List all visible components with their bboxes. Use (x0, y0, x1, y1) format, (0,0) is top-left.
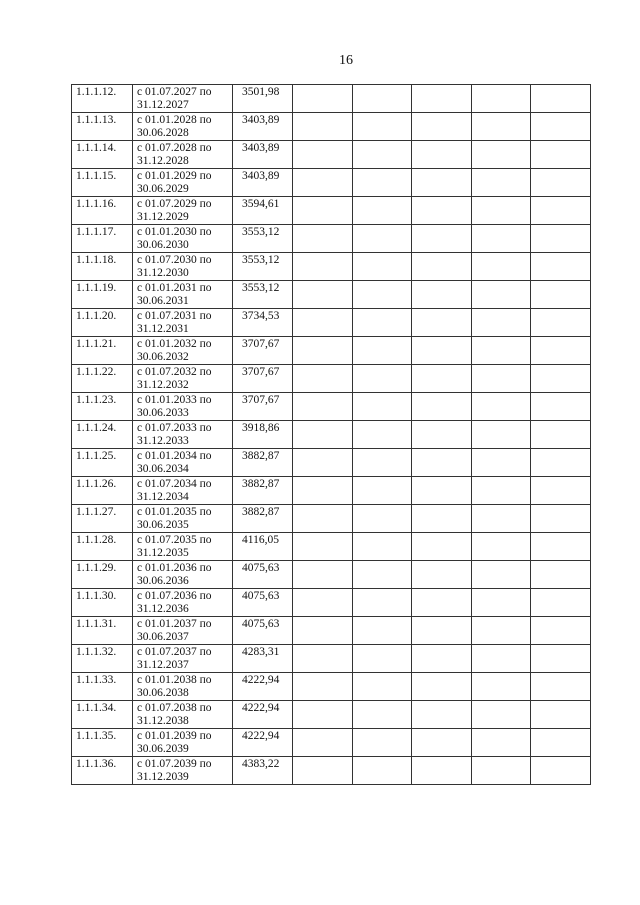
item-number-cell: 1.1.1.16. (72, 197, 133, 225)
period-from: с 01.07.2031 по (137, 310, 212, 322)
item-number-cell: 1.1.1.36. (72, 757, 133, 785)
empty-cell (531, 281, 591, 309)
value-cell: 4116,05 (233, 533, 293, 561)
empty-cell (293, 85, 353, 113)
item-number-cell: 1.1.1.23. (72, 393, 133, 421)
value-cell: 3553,12 (233, 281, 293, 309)
item-number-cell: 1.1.1.14. (72, 141, 133, 169)
empty-cell (293, 337, 353, 365)
period-cell (133, 757, 233, 785)
item-number-cell: 1.1.1.17. (72, 225, 133, 253)
empty-cell (352, 533, 412, 561)
empty-cell (293, 477, 353, 505)
empty-cell (471, 197, 531, 225)
period-from: с 01.01.2039 по (137, 730, 212, 742)
empty-cell (352, 253, 412, 281)
table-row (72, 421, 591, 449)
empty-cell (412, 85, 472, 113)
empty-cell (352, 169, 412, 197)
empty-cell (412, 309, 472, 337)
value-cell: 4222,94 (233, 729, 293, 757)
empty-cell (412, 561, 472, 589)
empty-cell (412, 169, 472, 197)
empty-cell (352, 141, 412, 169)
period-cell (133, 309, 233, 337)
value-cell: 3594,61 (233, 197, 293, 225)
item-number-cell: 1.1.1.22. (72, 365, 133, 393)
tariff-table (71, 84, 591, 785)
table-row (72, 757, 591, 785)
table-row (72, 617, 591, 645)
empty-cell (293, 421, 353, 449)
empty-cell (531, 85, 591, 113)
period-to: 30.06.2031 (137, 295, 189, 307)
empty-cell (471, 365, 531, 393)
period-cell (133, 533, 233, 561)
period-to: 30.06.2033 (137, 407, 189, 419)
period-cell (133, 281, 233, 309)
item-number-cell: 1.1.1.32. (72, 645, 133, 673)
empty-cell (352, 701, 412, 729)
empty-cell (412, 197, 472, 225)
empty-cell (471, 225, 531, 253)
empty-cell (531, 533, 591, 561)
table-row (72, 225, 591, 253)
period-cell (133, 589, 233, 617)
value-cell: 3882,87 (233, 477, 293, 505)
empty-cell (352, 729, 412, 757)
empty-cell (352, 85, 412, 113)
empty-cell (412, 253, 472, 281)
value-cell: 3882,87 (233, 449, 293, 477)
empty-cell (293, 729, 353, 757)
item-number-cell: 1.1.1.29. (72, 561, 133, 589)
empty-cell (531, 197, 591, 225)
period-to: 30.06.2037 (137, 631, 189, 643)
period-to: 30.06.2032 (137, 351, 189, 363)
period-from: с 01.07.2029 по (137, 198, 212, 210)
empty-cell (293, 253, 353, 281)
period-from: с 01.01.2030 по (137, 226, 212, 238)
item-number-cell: 1.1.1.33. (72, 673, 133, 701)
empty-cell (412, 589, 472, 617)
empty-cell (412, 113, 472, 141)
empty-cell (471, 309, 531, 337)
page-number: 16 (339, 53, 353, 68)
item-number-cell: 1.1.1.24. (72, 421, 133, 449)
tariff-table-body (72, 85, 591, 785)
empty-cell (531, 225, 591, 253)
empty-cell (412, 225, 472, 253)
period-to: 30.06.2038 (137, 687, 189, 699)
item-number-cell: 1.1.1.34. (72, 701, 133, 729)
empty-cell (412, 701, 472, 729)
empty-cell (531, 169, 591, 197)
empty-cell (471, 449, 531, 477)
empty-cell (471, 561, 531, 589)
empty-cell (293, 141, 353, 169)
empty-cell (293, 225, 353, 253)
period-cell (133, 701, 233, 729)
period-to: 30.06.2030 (137, 239, 189, 251)
empty-cell (293, 393, 353, 421)
item-number-cell: 1.1.1.26. (72, 477, 133, 505)
empty-cell (531, 449, 591, 477)
empty-cell (352, 225, 412, 253)
value-cell: 3707,67 (233, 365, 293, 393)
empty-cell (471, 533, 531, 561)
period-cell (133, 113, 233, 141)
empty-cell (352, 393, 412, 421)
empty-cell (531, 617, 591, 645)
value-cell: 3403,89 (233, 113, 293, 141)
empty-cell (352, 449, 412, 477)
item-number-cell: 1.1.1.25. (72, 449, 133, 477)
table-row (72, 113, 591, 141)
empty-cell (412, 365, 472, 393)
period-from: с 01.07.2034 по (137, 478, 212, 490)
table-row (72, 477, 591, 505)
table-row (72, 281, 591, 309)
item-number-cell: 1.1.1.30. (72, 589, 133, 617)
period-to: 31.12.2036 (137, 603, 189, 615)
empty-cell (293, 533, 353, 561)
period-cell (133, 253, 233, 281)
table-row (72, 365, 591, 393)
period-from: с 01.07.2039 по (137, 758, 212, 770)
period-to: 30.06.2034 (137, 463, 189, 475)
period-from: с 01.07.2027 по (137, 86, 212, 98)
period-to: 30.06.2029 (137, 183, 189, 195)
table-row (72, 533, 591, 561)
empty-cell (352, 281, 412, 309)
empty-cell (352, 309, 412, 337)
period-to: 31.12.2032 (137, 379, 189, 391)
empty-cell (531, 365, 591, 393)
period-cell (133, 505, 233, 533)
empty-cell (352, 365, 412, 393)
table-row (72, 673, 591, 701)
empty-cell (293, 673, 353, 701)
empty-cell (471, 505, 531, 533)
empty-cell (531, 645, 591, 673)
empty-cell (293, 113, 353, 141)
period-cell (133, 337, 233, 365)
empty-cell (293, 645, 353, 673)
empty-cell (412, 449, 472, 477)
empty-cell (412, 729, 472, 757)
empty-cell (412, 645, 472, 673)
item-number-cell: 1.1.1.20. (72, 309, 133, 337)
empty-cell (412, 673, 472, 701)
period-to: 30.06.2039 (137, 743, 189, 755)
period-cell (133, 673, 233, 701)
period-from: с 01.07.2032 по (137, 366, 212, 378)
empty-cell (352, 113, 412, 141)
period-from: с 01.07.2030 по (137, 254, 212, 266)
empty-cell (471, 169, 531, 197)
table-row (72, 393, 591, 421)
table-row (72, 141, 591, 169)
table-row (72, 169, 591, 197)
empty-cell (352, 561, 412, 589)
period-from: с 01.01.2038 по (137, 674, 212, 686)
table-row (72, 561, 591, 589)
value-cell: 4075,63 (233, 617, 293, 645)
empty-cell (471, 253, 531, 281)
value-cell: 4383,22 (233, 757, 293, 785)
empty-cell (531, 701, 591, 729)
empty-cell (293, 701, 353, 729)
empty-cell (471, 281, 531, 309)
empty-cell (352, 645, 412, 673)
empty-cell (352, 337, 412, 365)
empty-cell (531, 729, 591, 757)
empty-cell (352, 421, 412, 449)
period-to: 31.12.2038 (137, 715, 189, 727)
empty-cell (531, 421, 591, 449)
value-cell: 4075,63 (233, 589, 293, 617)
empty-cell (531, 393, 591, 421)
empty-cell (412, 337, 472, 365)
empty-cell (471, 421, 531, 449)
empty-cell (412, 393, 472, 421)
empty-cell (531, 673, 591, 701)
period-cell (133, 617, 233, 645)
value-cell: 3707,67 (233, 337, 293, 365)
empty-cell (471, 701, 531, 729)
empty-cell (471, 477, 531, 505)
period-to: 31.12.2033 (137, 435, 189, 447)
value-cell: 3553,12 (233, 253, 293, 281)
period-to: 31.12.2031 (137, 323, 189, 335)
empty-cell (293, 561, 353, 589)
value-cell: 4075,63 (233, 561, 293, 589)
period-cell (133, 197, 233, 225)
empty-cell (352, 757, 412, 785)
empty-cell (352, 673, 412, 701)
empty-cell (471, 85, 531, 113)
period-cell (133, 421, 233, 449)
period-cell (133, 729, 233, 757)
empty-cell (531, 141, 591, 169)
period-from: с 01.07.2035 по (137, 534, 212, 546)
empty-cell (293, 281, 353, 309)
empty-cell (293, 449, 353, 477)
period-from: с 01.01.2032 по (137, 338, 212, 350)
period-cell (133, 141, 233, 169)
empty-cell (352, 617, 412, 645)
period-cell (133, 85, 233, 113)
period-from: с 01.01.2036 по (137, 562, 212, 574)
empty-cell (471, 729, 531, 757)
period-from: с 01.07.2033 по (137, 422, 212, 434)
value-cell: 4283,31 (233, 645, 293, 673)
item-number-cell: 1.1.1.19. (72, 281, 133, 309)
empty-cell (293, 197, 353, 225)
empty-cell (412, 281, 472, 309)
period-from: с 01.01.2031 по (137, 282, 212, 294)
period-from: с 01.01.2029 по (137, 170, 212, 182)
period-to: 31.12.2035 (137, 547, 189, 559)
period-cell (133, 449, 233, 477)
period-cell (133, 645, 233, 673)
empty-cell (352, 477, 412, 505)
period-cell (133, 225, 233, 253)
value-cell: 3553,12 (233, 225, 293, 253)
empty-cell (412, 505, 472, 533)
empty-cell (412, 617, 472, 645)
period-from: с 01.07.2037 по (137, 646, 212, 658)
empty-cell (293, 169, 353, 197)
period-to: 31.12.2030 (137, 267, 189, 279)
empty-cell (471, 757, 531, 785)
empty-cell (412, 477, 472, 505)
table-row (72, 645, 591, 673)
period-to: 30.06.2035 (137, 519, 189, 531)
item-number-cell: 1.1.1.18. (72, 253, 133, 281)
empty-cell (412, 533, 472, 561)
period-cell (133, 393, 233, 421)
period-to: 31.12.2034 (137, 491, 189, 503)
empty-cell (531, 589, 591, 617)
empty-cell (471, 617, 531, 645)
empty-cell (531, 253, 591, 281)
item-number-cell: 1.1.1.13. (72, 113, 133, 141)
period-cell (133, 561, 233, 589)
item-number-cell: 1.1.1.28. (72, 533, 133, 561)
empty-cell (471, 673, 531, 701)
period-from: с 01.01.2034 по (137, 450, 212, 462)
empty-cell (531, 309, 591, 337)
item-number-cell: 1.1.1.35. (72, 729, 133, 757)
item-number-cell: 1.1.1.21. (72, 337, 133, 365)
empty-cell (471, 337, 531, 365)
empty-cell (531, 477, 591, 505)
empty-cell (531, 561, 591, 589)
empty-cell (531, 337, 591, 365)
empty-cell (412, 757, 472, 785)
table-row (72, 309, 591, 337)
period-cell (133, 169, 233, 197)
empty-cell (293, 757, 353, 785)
empty-cell (471, 113, 531, 141)
value-cell: 3734,53 (233, 309, 293, 337)
value-cell: 4222,94 (233, 701, 293, 729)
period-cell (133, 477, 233, 505)
period-from: с 01.07.2028 по (137, 142, 212, 154)
empty-cell (293, 309, 353, 337)
item-number-cell: 1.1.1.27. (72, 505, 133, 533)
period-to: 30.06.2036 (137, 575, 189, 587)
value-cell: 3501,98 (233, 85, 293, 113)
period-from: с 01.07.2038 по (137, 702, 212, 714)
period-from: с 01.07.2036 по (137, 590, 212, 602)
empty-cell (293, 365, 353, 393)
item-number-cell: 1.1.1.15. (72, 169, 133, 197)
empty-cell (471, 141, 531, 169)
empty-cell (531, 505, 591, 533)
period-to: 31.12.2037 (137, 659, 189, 671)
table-row (72, 701, 591, 729)
item-number-cell: 1.1.1.31. (72, 617, 133, 645)
table-row (72, 337, 591, 365)
table-row (72, 85, 591, 113)
empty-cell (471, 393, 531, 421)
empty-cell (352, 505, 412, 533)
value-cell: 3918,86 (233, 421, 293, 449)
item-number-cell: 1.1.1.12. (72, 85, 133, 113)
empty-cell (471, 589, 531, 617)
empty-cell (352, 197, 412, 225)
empty-cell (293, 505, 353, 533)
empty-cell (531, 757, 591, 785)
period-to: 31.12.2027 (137, 99, 189, 111)
table-row (72, 589, 591, 617)
period-from: с 01.01.2028 по (137, 114, 212, 126)
empty-cell (412, 141, 472, 169)
period-from: с 01.01.2033 по (137, 394, 212, 406)
value-cell: 3882,87 (233, 505, 293, 533)
empty-cell (352, 589, 412, 617)
period-to: 31.12.2028 (137, 155, 189, 167)
empty-cell (293, 589, 353, 617)
empty-cell (293, 617, 353, 645)
period-cell (133, 365, 233, 393)
table-row (72, 197, 591, 225)
table-row (72, 253, 591, 281)
empty-cell (412, 421, 472, 449)
period-to: 31.12.2029 (137, 211, 189, 223)
value-cell: 3403,89 (233, 169, 293, 197)
empty-cell (471, 645, 531, 673)
value-cell: 4222,94 (233, 673, 293, 701)
period-from: с 01.01.2037 по (137, 618, 212, 630)
table-row (72, 449, 591, 477)
table-row (72, 505, 591, 533)
empty-cell (531, 113, 591, 141)
value-cell: 3403,89 (233, 141, 293, 169)
period-from: с 01.01.2035 по (137, 506, 212, 518)
table-row (72, 729, 591, 757)
period-to: 30.06.2028 (137, 127, 189, 139)
period-to: 31.12.2039 (137, 771, 189, 783)
value-cell: 3707,67 (233, 393, 293, 421)
